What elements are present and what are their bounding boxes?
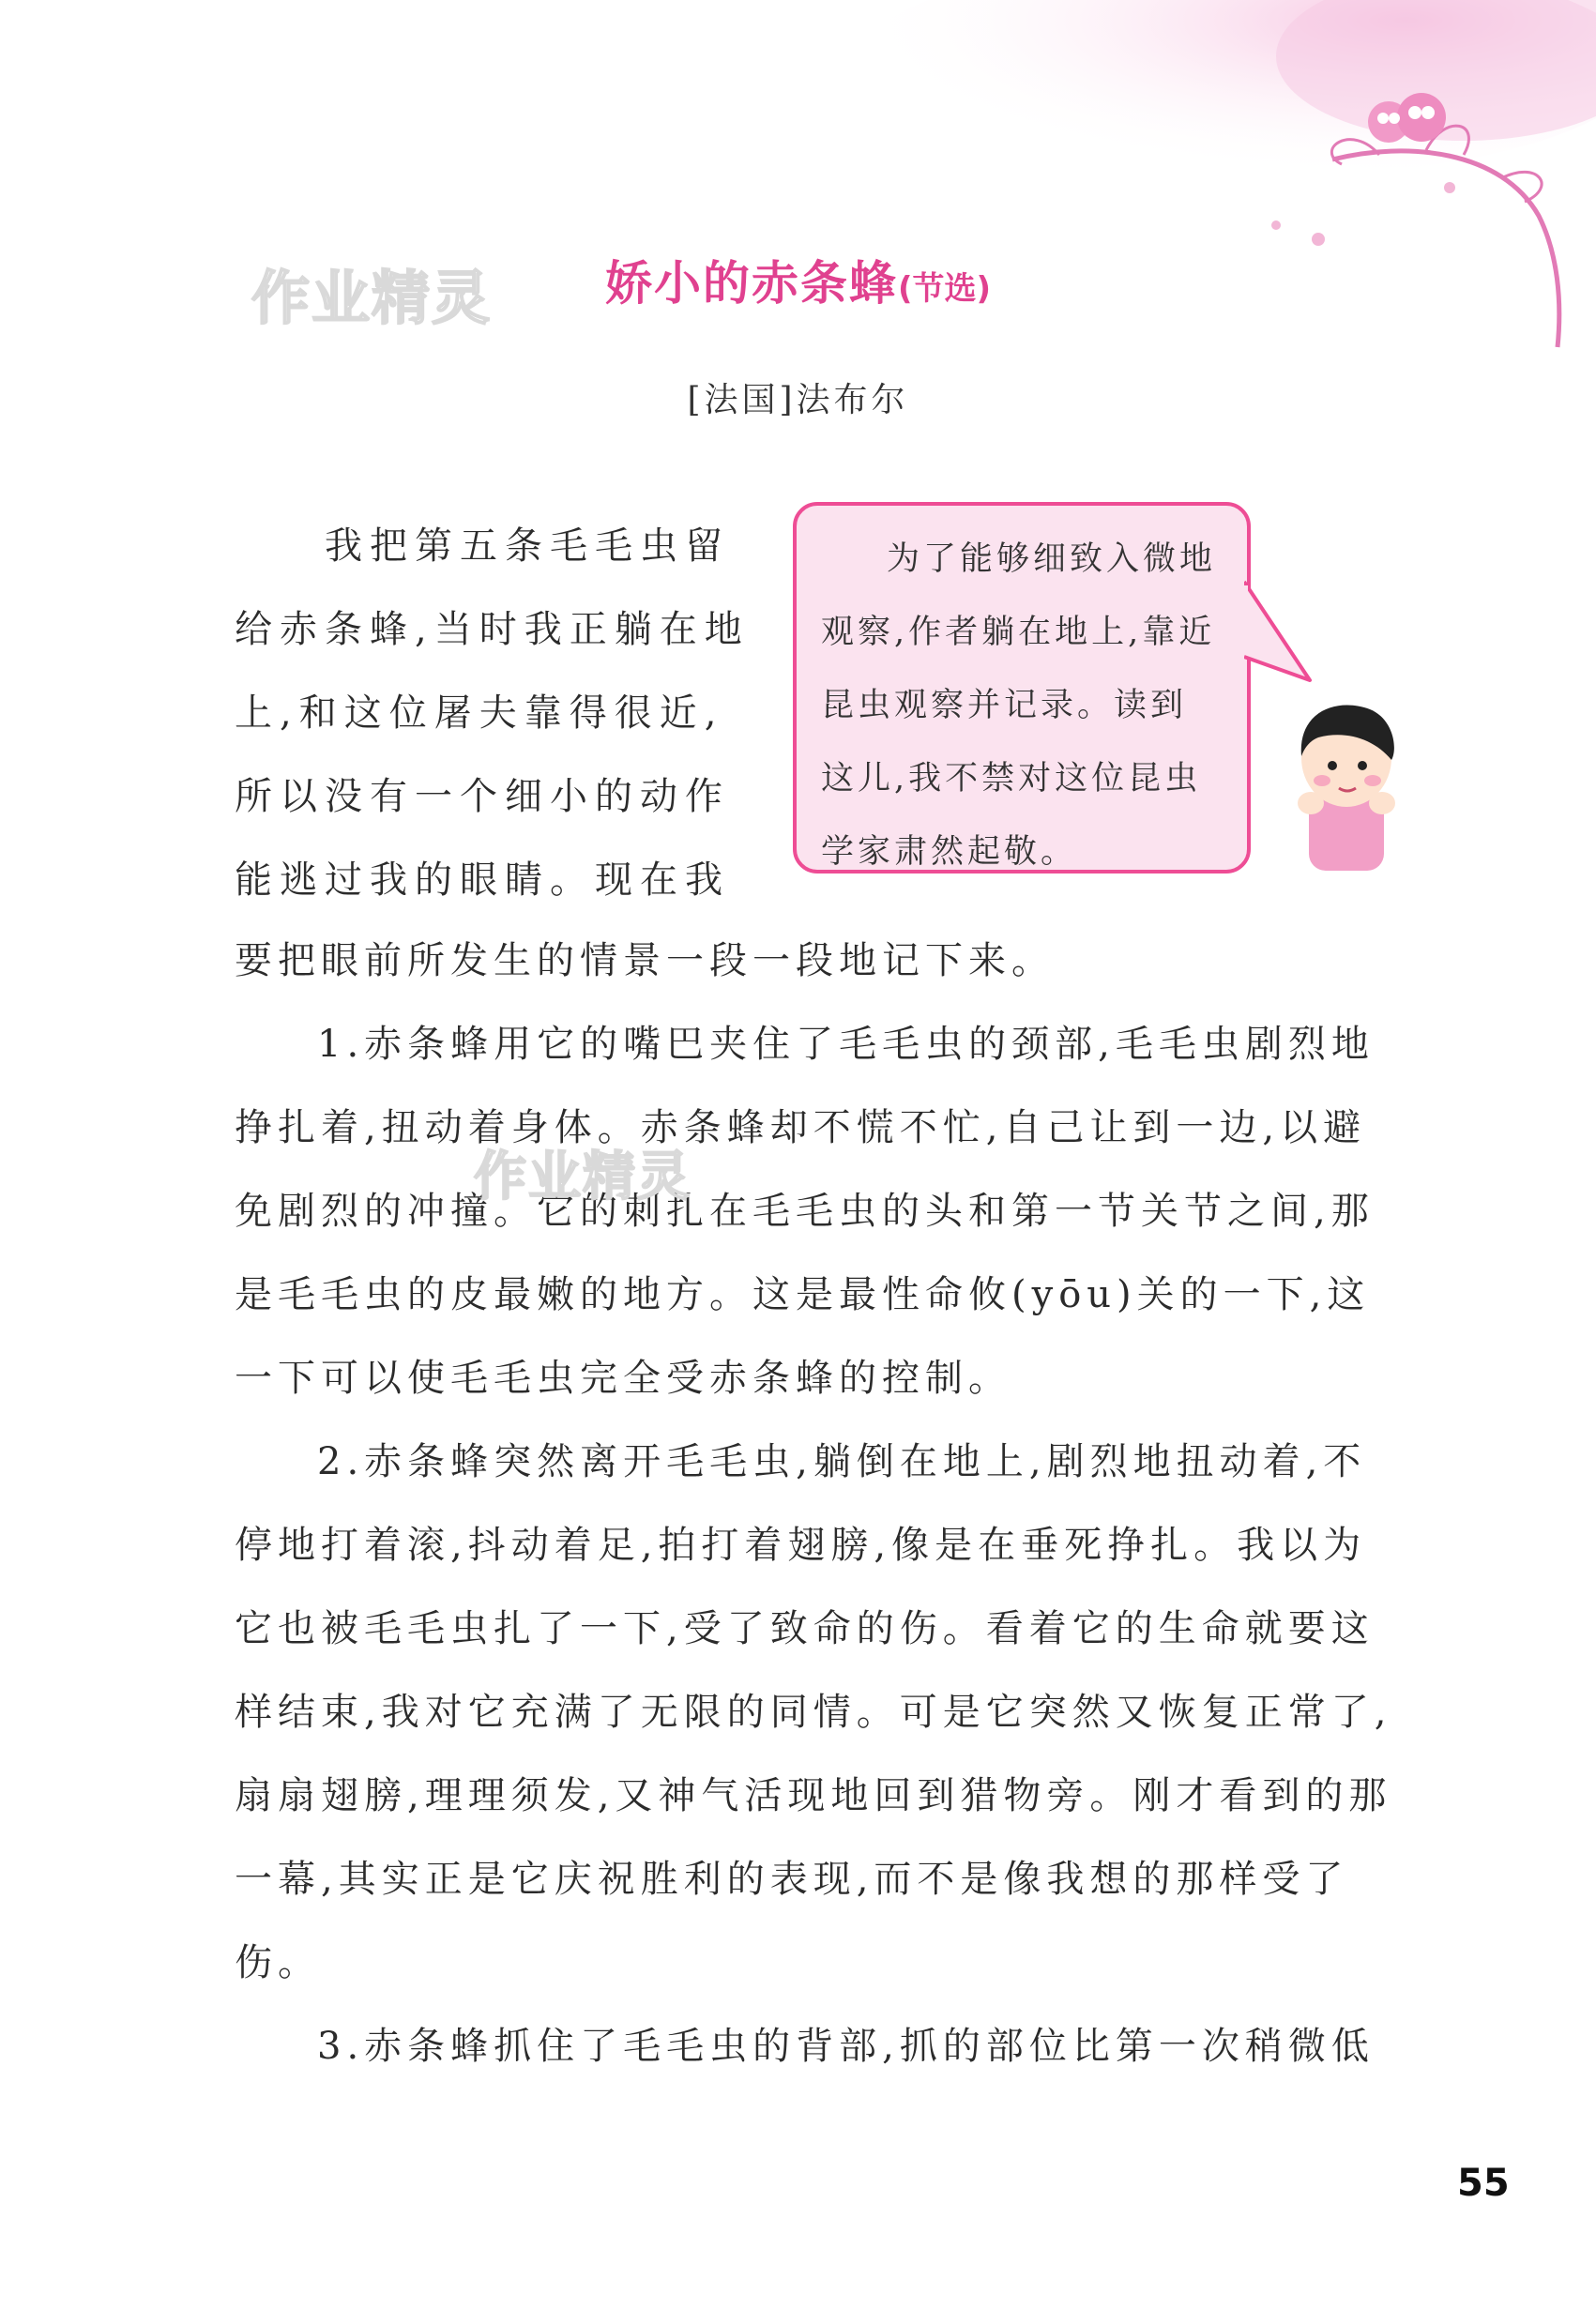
title-suffix: (节选) [897, 270, 992, 308]
intro-paragraph: 我把第五条毛毛虫留给赤条蜂,当时我正躺在地上,和这位屠夫靠得很近,所以没有一个细小的动作能逃过我的眼睛。现在我 [235, 524, 750, 902]
title-text: 娇小的赤条蜂 [604, 256, 898, 311]
paragraph-2: 2.赤条蜂突然离开毛毛虫,躺倒在地上,剧烈地扭动着,不停地打着滚,抖动着足,拍打着翅膀,像是在垂死挣扎。我以为它也被毛毛虫扎了一下,受了致命的伤。看着它的生命就要这样结束,我对它充满了无限的同情。可是它突然又恢复正常了,扇扇翅膀,理理须发,又神气活现地回到猎物旁。刚才看到的那一幕,其实正是它庆祝胜利的表现,而不是像我想的那样受了伤。 [235, 1440, 1392, 1984]
page-number: 55 [1457, 2162, 1510, 2205]
reading-note-bubble: 为了能够细致入微地观察,作者躺在地上,靠近昆虫观察并记录。读到这儿,我不禁对这位昆虫学家肃然起敬。 [793, 502, 1251, 873]
author-line: [法国]法布尔 [687, 381, 909, 419]
intro-continuation: 要把眼前所发生的情景一段一段地记下来。 [235, 939, 1055, 982]
article-body [235, 919, 1407, 2089]
paragraph-1: 1.赤条蜂用它的嘴巴夹住了毛毛虫的颈部,毛毛虫剧烈地挣扎着,扭动着身体。赤条蜂却不慌不忙,自己让到一边,以避免剧烈的冲撞。它的刺扎在毛毛虫的头和第一节关节之间,那是毛毛虫的皮最嫩的地方。这是最性命攸(yōu)关的一下,这一下可以使毛毛虫完全受赤条蜂的控制。 [235, 1023, 1375, 1400]
watermark-top: 作业精灵 [251, 264, 493, 332]
paragraph-3: 3.赤条蜂抓住了毛毛虫的背部,抓的部位比第一次稍微低 [317, 2025, 1375, 2068]
boy-illustration-icon [1281, 683, 1412, 871]
article-title [0, 246, 1596, 313]
header-decoration [0, 0, 1596, 394]
watermark-middle: 作业精灵 [474, 1147, 692, 1208]
